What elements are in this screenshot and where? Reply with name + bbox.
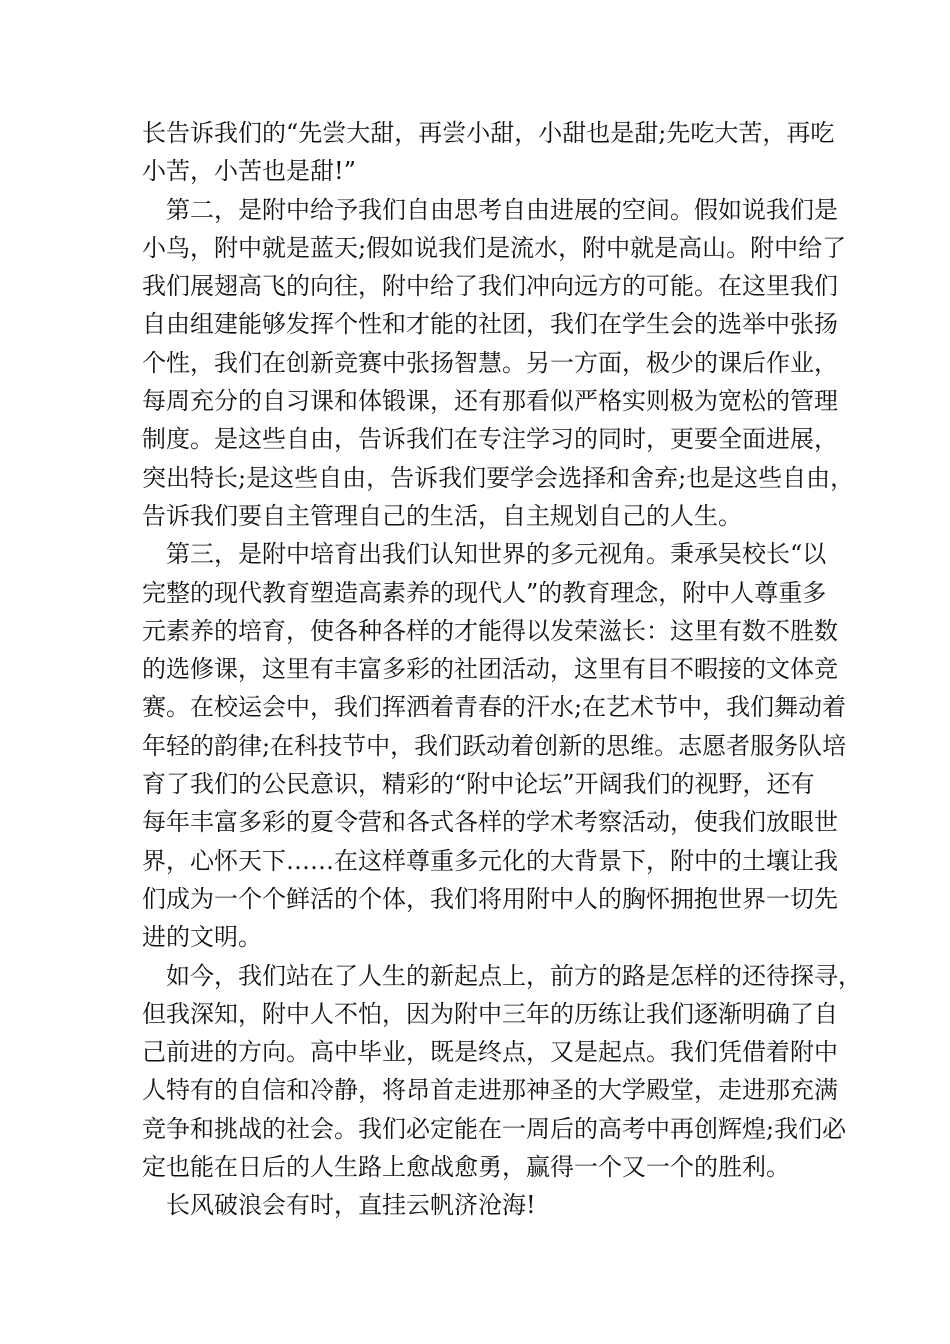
text-line: 个性，我们在创新竞赛中张扬智慧。另一方面，极少的课后作业， [142, 348, 838, 377]
paragraph-1 [142, 114, 835, 191]
text-line: 长风破浪会有时，直挂云帆济沧海! [166, 1191, 536, 1220]
text-line: 告诉我们要自主管理自己的生活，自主规划自己的人生。 [142, 501, 742, 530]
text-line: 如今，我们站在了人生的新起点上，前方的路是怎样的还待探寻， [166, 961, 862, 990]
text-line: 但我深知，附中人不怕，因为附中三年的历练让我们逐渐明确了自 [142, 999, 838, 1028]
text-line: 己前进的方向。高中毕业，既是终点，又是起点。我们凭借着附中 [142, 1038, 838, 1067]
text-line: 元素养的培育，使各种各样的才能得以发荣滋长：这里有数不胜数 [142, 616, 838, 645]
text-line: 突出特长;是这些自由，告诉我们要学会选择和舍弃;也是这些自由， [142, 463, 855, 492]
text-line: 完整的现代教育塑造高素养的现代人”的教育理念，附中人尊重多 [142, 578, 827, 607]
text-line: 制度。是这些自由，告诉我们在专注学习的同时，更要全面进展， [142, 425, 838, 454]
text-line: 第三，是附中培育出我们认知世界的多元视角。秉承吴校长“以 [166, 540, 827, 569]
paragraph-5 [142, 1186, 814, 1224]
text-line: 人特有的自信和冷静，将昂首走进那神圣的大学殿堂，走进那充满 [142, 1076, 838, 1105]
text-line: 定也能在日后的人生路上愈战愈勇，赢得一个又一个的胜利。 [142, 1153, 790, 1182]
text-line: 第二，是附中给予我们自由思考自由进展的空间。假如说我们是 [166, 195, 838, 224]
text-line: 小苦，小苦也是甜!” [142, 157, 356, 186]
document-body [142, 114, 862, 1225]
text-line: 每年丰富多彩的夏令营和各式各样的学术考察活动，使我们放眼世 [142, 808, 838, 837]
paragraph-4 [142, 957, 862, 1187]
text-line: 我们展翅高飞的向往，附中给了我们冲向远方的可能。在这里我们 [142, 272, 838, 301]
text-line: 自由组建能够发挥个性和才能的社团，我们在学生会的选举中张扬 [142, 310, 838, 339]
text-line: 竞争和挑战的社会。我们必定能在一周后的高考中再创辉煌;我们必 [142, 1114, 847, 1143]
text-line: 界，心怀天下……在这样尊重多元化的大背景下，附中的土壤让我 [142, 846, 838, 875]
text-line: 赛。在校运会中，我们挥洒着青春的汗水;在艺术节中，我们舞动着 [142, 693, 847, 722]
text-line: 育了我们的公民意识，精彩的“附中论坛”开阔我们的视野，还有 [142, 770, 815, 799]
text-line: 长告诉我们的“先尝大甜，再尝小甜，小甜也是甜;先吃大苦，再吃 [142, 119, 835, 147]
text-line: 每周充分的自习课和体锻课，还有那看似严格实则极为宽松的管理 [142, 387, 838, 416]
text-line: 进的文明。 [142, 923, 262, 952]
text-line: 小鸟，附中就是蓝天;假如说我们是流水，附中就是高山。附中给了 [142, 233, 847, 262]
paragraph-3 [142, 535, 847, 956]
text-line: 年轻的韵律;在科技节中，我们跃动着创新的思维。志愿者服务队培 [142, 731, 847, 760]
text-line: 的选修课，这里有丰富多彩的社团活动，这里有目不暇接的文体竞 [142, 655, 838, 684]
text-line: 们成为一个个鲜活的个体，我们将用附中人的胸怀拥抱世界一切先 [142, 884, 838, 913]
paragraph-2 [142, 191, 855, 536]
